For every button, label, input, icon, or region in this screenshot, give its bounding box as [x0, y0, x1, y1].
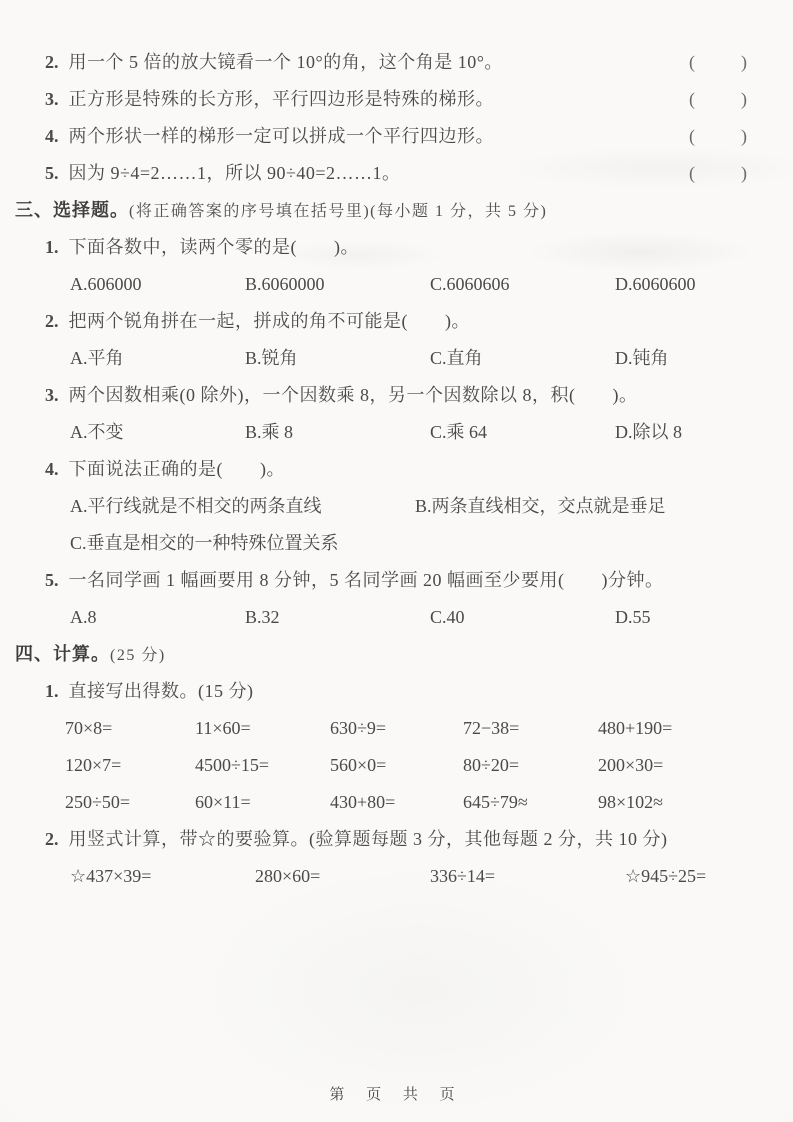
option-a: A.8 — [70, 607, 97, 627]
expression: 480+190= — [598, 718, 673, 738]
question-number: 2. — [45, 52, 59, 72]
judge-question-4 — [45, 118, 793, 155]
option-b: B.乘 8 — [245, 422, 294, 442]
choice-question-5 — [45, 562, 793, 599]
choice-question-1-options — [70, 266, 793, 303]
bracket-close: ) — [741, 89, 747, 109]
choice-question-4 — [45, 451, 793, 488]
expression: 200×30= — [598, 755, 664, 775]
choice-question-2 — [45, 303, 793, 340]
expression: 80÷20= — [463, 755, 520, 775]
question-text: 一名同学画 1 幅画要用 8 分钟，5 名同学画 20 幅画至少要用( )分钟。 — [68, 570, 664, 590]
option-c: C.6060606 — [430, 274, 510, 294]
expression: 560×0= — [330, 755, 387, 775]
option-b: B.6060000 — [245, 274, 325, 294]
bracket-open: ( — [689, 163, 695, 183]
judge-question-2 — [45, 44, 793, 81]
bracket-open: ( — [689, 126, 695, 146]
section-4-title-main: 四、计算。 — [15, 644, 110, 664]
question-number: 3. — [45, 89, 59, 109]
question-number: 1. — [45, 237, 59, 257]
bracket-close: ) — [741, 52, 747, 72]
question-text: 把两个锐角拼在一起，拼成的角不可能是( )。 — [68, 311, 470, 331]
question-text: 正方形是特殊的长方形，平行四边形是特殊的梯形。 — [68, 89, 494, 109]
question-text: 下面说法正确的是( )。 — [68, 459, 285, 479]
question-number: 3. — [45, 385, 59, 405]
expression: 4500÷15= — [195, 755, 270, 775]
option-c: C.直角 — [430, 348, 483, 368]
option-a: A.不变 — [70, 422, 124, 442]
question-text: 因为 9÷4=2……1，所以 90÷40=2……1。 — [68, 163, 401, 183]
option-c: C.垂直是相交的一种特殊位置关系 — [70, 533, 339, 553]
expression: 98×102≈ — [598, 792, 664, 812]
option-b: B.32 — [245, 607, 280, 627]
option-d: D.6060600 — [615, 274, 696, 294]
question-text: 用一个 5 倍的放大镜看一个 10°的角，这个角是 10°。 — [68, 52, 503, 72]
section-3-title — [15, 192, 793, 229]
answer-brackets — [689, 81, 747, 118]
choice-question-5-options — [70, 599, 793, 636]
question-number: 1. — [45, 681, 59, 701]
section-4-title-note: (25 分) — [110, 647, 166, 664]
section-4-title — [15, 636, 793, 673]
page-footer: 第 页 共 页 — [329, 1087, 464, 1103]
choice-question-3 — [45, 377, 793, 414]
bracket-open: ( — [689, 52, 695, 72]
question-number: 2. — [45, 311, 59, 331]
expression: 645÷79≈ — [463, 792, 528, 812]
answer-brackets — [689, 118, 747, 155]
expression: 280×60= — [255, 866, 321, 886]
expression: 60×11= — [195, 792, 251, 812]
choice-question-2-options — [70, 340, 793, 377]
expression: 11×60= — [195, 718, 251, 738]
bracket-close: ) — [741, 163, 747, 183]
question-text: 两个因数相乘(0 除外)，一个因数乘 8，另一个因数除以 8，积( )。 — [68, 385, 638, 405]
judge-question-5 — [45, 155, 793, 192]
question-number: 5. — [45, 570, 59, 590]
judge-question-3 — [45, 81, 793, 118]
question-text: 下面各数中，读两个零的是( )。 — [68, 237, 359, 257]
expression: ☆945÷25= — [625, 866, 707, 886]
option-a: A.平行线就是不相交的两条直线 — [70, 496, 322, 516]
calc-question-1 — [45, 673, 793, 710]
expression: 72−38= — [463, 718, 520, 738]
question-text: 直接写出得数。(15 分) — [68, 681, 254, 701]
answer-brackets — [689, 155, 747, 192]
option-d: D.除以 8 — [615, 422, 682, 442]
option-d: D.55 — [615, 607, 651, 627]
option-c: C.乘 64 — [430, 422, 488, 442]
vertical-calc-row — [70, 858, 793, 895]
calc-question-2 — [45, 821, 793, 858]
choice-question-4-options-row1 — [70, 488, 793, 525]
question-number: 4. — [45, 126, 59, 146]
option-c: C.40 — [430, 607, 465, 627]
expression: ☆437×39= — [70, 866, 152, 886]
expression: 70×8= — [65, 718, 113, 738]
bracket-close: ) — [741, 126, 747, 146]
expression: 430+80= — [330, 792, 396, 812]
section-3-title-main: 三、选择题。 — [15, 200, 129, 220]
option-a: A.平角 — [70, 348, 124, 368]
choice-question-1 — [45, 229, 793, 266]
question-number: 5. — [45, 163, 59, 183]
answer-brackets — [689, 44, 747, 81]
bracket-open: ( — [689, 89, 695, 109]
expression: 250÷50= — [65, 792, 131, 812]
choice-question-3-options — [70, 414, 793, 451]
expression: 120×7= — [65, 755, 122, 775]
mental-math-row-2 — [65, 747, 793, 784]
option-b: B.锐角 — [245, 348, 298, 368]
option-d: D.钝角 — [615, 348, 669, 368]
expression: 630÷9= — [330, 718, 387, 738]
mental-math-row-3 — [65, 784, 793, 821]
mental-math-row-1 — [65, 710, 793, 747]
question-number: 4. — [45, 459, 59, 479]
question-text: 用竖式计算，带☆的要验算。(验算题每题 3 分，其他每题 2 分，共 10 分) — [68, 829, 668, 849]
section-3-title-note: (将正确答案的序号填在括号里)(每小题 1 分，共 5 分) — [129, 203, 548, 220]
question-number: 2. — [45, 829, 59, 849]
option-b: B.两条直线相交，交点就是垂足 — [415, 496, 666, 516]
expression: 336÷14= — [430, 866, 496, 886]
option-a: A.606000 — [70, 274, 142, 294]
choice-question-4-options-row2 — [70, 525, 793, 562]
question-text: 两个形状一样的梯形一定可以拼成一个平行四边形。 — [68, 126, 494, 146]
